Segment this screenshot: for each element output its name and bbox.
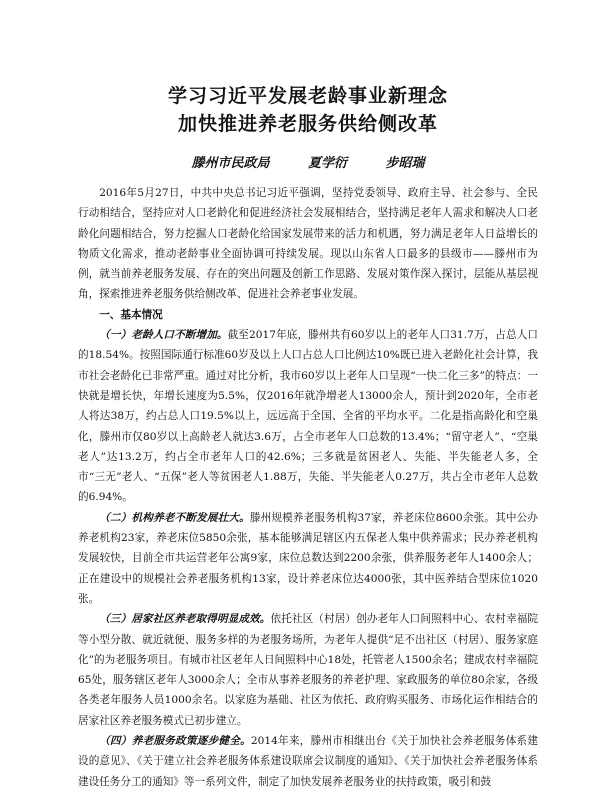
- paragraph-body: 依托社区（村居）创办老年人口间照料中心、农村幸福院等小型分散、就近就便、服务多样的为老服务场所，为老年人提供“足不出社区（村居）、服务家庭化”的为老服务项目。有城市社区老年人日间照料中心18处，托管老人1500余名；建成农村幸福院65处，服务辖区老年人3000余人；全市从事养老服务的养老护理、家政服务的单位80余家，各级各类老年服务人员1000余名。以家庭为基础、社区为依托、政府购买服务、市场化运作相结合的居家社区养老服务模式已初步建立。: [78, 613, 539, 727]
- document-title-line-2: 加快推进养老服务供给侧改革: [177, 113, 438, 135]
- section-heading-basic-situation: 一、基本情况: [99, 308, 163, 321]
- paragraph-lead: （三）居家社区养老取得明显成效。: [99, 613, 271, 626]
- paragraph-lead: （二）机构养老不断发展壮大。: [99, 511, 250, 524]
- author-line: [78, 152, 538, 171]
- author-organization: 滕州市民政局: [191, 156, 270, 171]
- paragraph-community-care: [78, 609, 538, 731]
- paragraph-policy: [78, 731, 538, 792]
- paragraph-lead: （一）老龄人口不断增加。: [99, 329, 228, 342]
- intro-paragraph: 2016年5月27日，中共中央总书记习近平强调，坚持党委领导、政府主导、社会参与、全民行动相结合，坚持应对人口老龄化和促进经济社会发展相结合，坚持满足老年人需求和解决人口老龄化问题相结合，努力挖掘人口老龄化给国家发展带来的活力和机遇，努力满足老年人日益增长的物质文化需求，推动老龄事业全面协调可持续发展。现以山东省人口最多的县级市——滕州市为例，就当前养老服务发展、存在的突出问题及创新工作思路、发展对策作深入探讨，层能从基层视角，探索推进养老服务供给侧改革、促进社会养老事业发展。: [78, 187, 538, 301]
- title-block: [78, 0, 538, 138]
- paragraph-institutional-care: [78, 508, 538, 609]
- author-name-1: 夏学衍: [307, 156, 347, 171]
- paragraph-lead: （四）养老服务政策逐步健全。: [99, 735, 251, 748]
- author-name-2: 步昭瑞: [385, 156, 425, 171]
- document-title-line-1: 学习习近平发展老龄事业新理念: [167, 85, 448, 107]
- paragraph-body: 截至2017年底，滕州共有60岁以上的老年人口31.7万，占总人口的18.54%。按照国际通行标准60岁及以上人口占总人口比例达10%既已进入老龄化社会计算，我市社会老龄化已非常严重。通过对比分析，我市60岁以上老年人口呈现“一快二化三多”的特点：一快就是增长快，年增长速度为5.5%，仅2016年就净增老人13000余人，预计到2020年，全市老人将达38万，约占总人口19.5%以上，远远高于全国、全省的平均水平。二化是指高龄化和空巢化，滕州市仅80岁以上高龄老人就达3.6万，占全市老年人口总数的13.4%；“留守老人”、“空巢老人”达13.2万，约占全市老年人口的42.6%；三多就是贫困老人、失能、半失能老人多，全市“三无”老人、“五保”老人等贫困老人1.88万，失能、半失能老人0.27万，共占全市老年人总数的6.94%。: [78, 329, 538, 504]
- paragraph-elderly-population: [78, 325, 538, 508]
- paragraph-body: 滕州规模养老服务机构37家，养老床位8600余张。其中公办养老机构23家，养老床位5850余张，基本能够满足辖区内五保老人集中供养需求；民办养老机构发展较快，目前全市共运营老年公寓9家，床位总数达到2200余张，供养服务老年人1400余人；正在建设中的规模社会养老服务机构13家，设计养老床位达4000张，其中医养结合型床位1020张。: [78, 511, 538, 605]
- paragraph-body: 2014年来，滕州市相继出台《关于加快社会养老服务体系建设的意见》、《关于建立社会养老服务体系建设联席会议制度的通知》、《关于加快社会养老服务体系建设任务分工的通知》等一系列文件，制定了加快发展养老服务业的扶持政策，吸引和鼓: [78, 735, 538, 788]
